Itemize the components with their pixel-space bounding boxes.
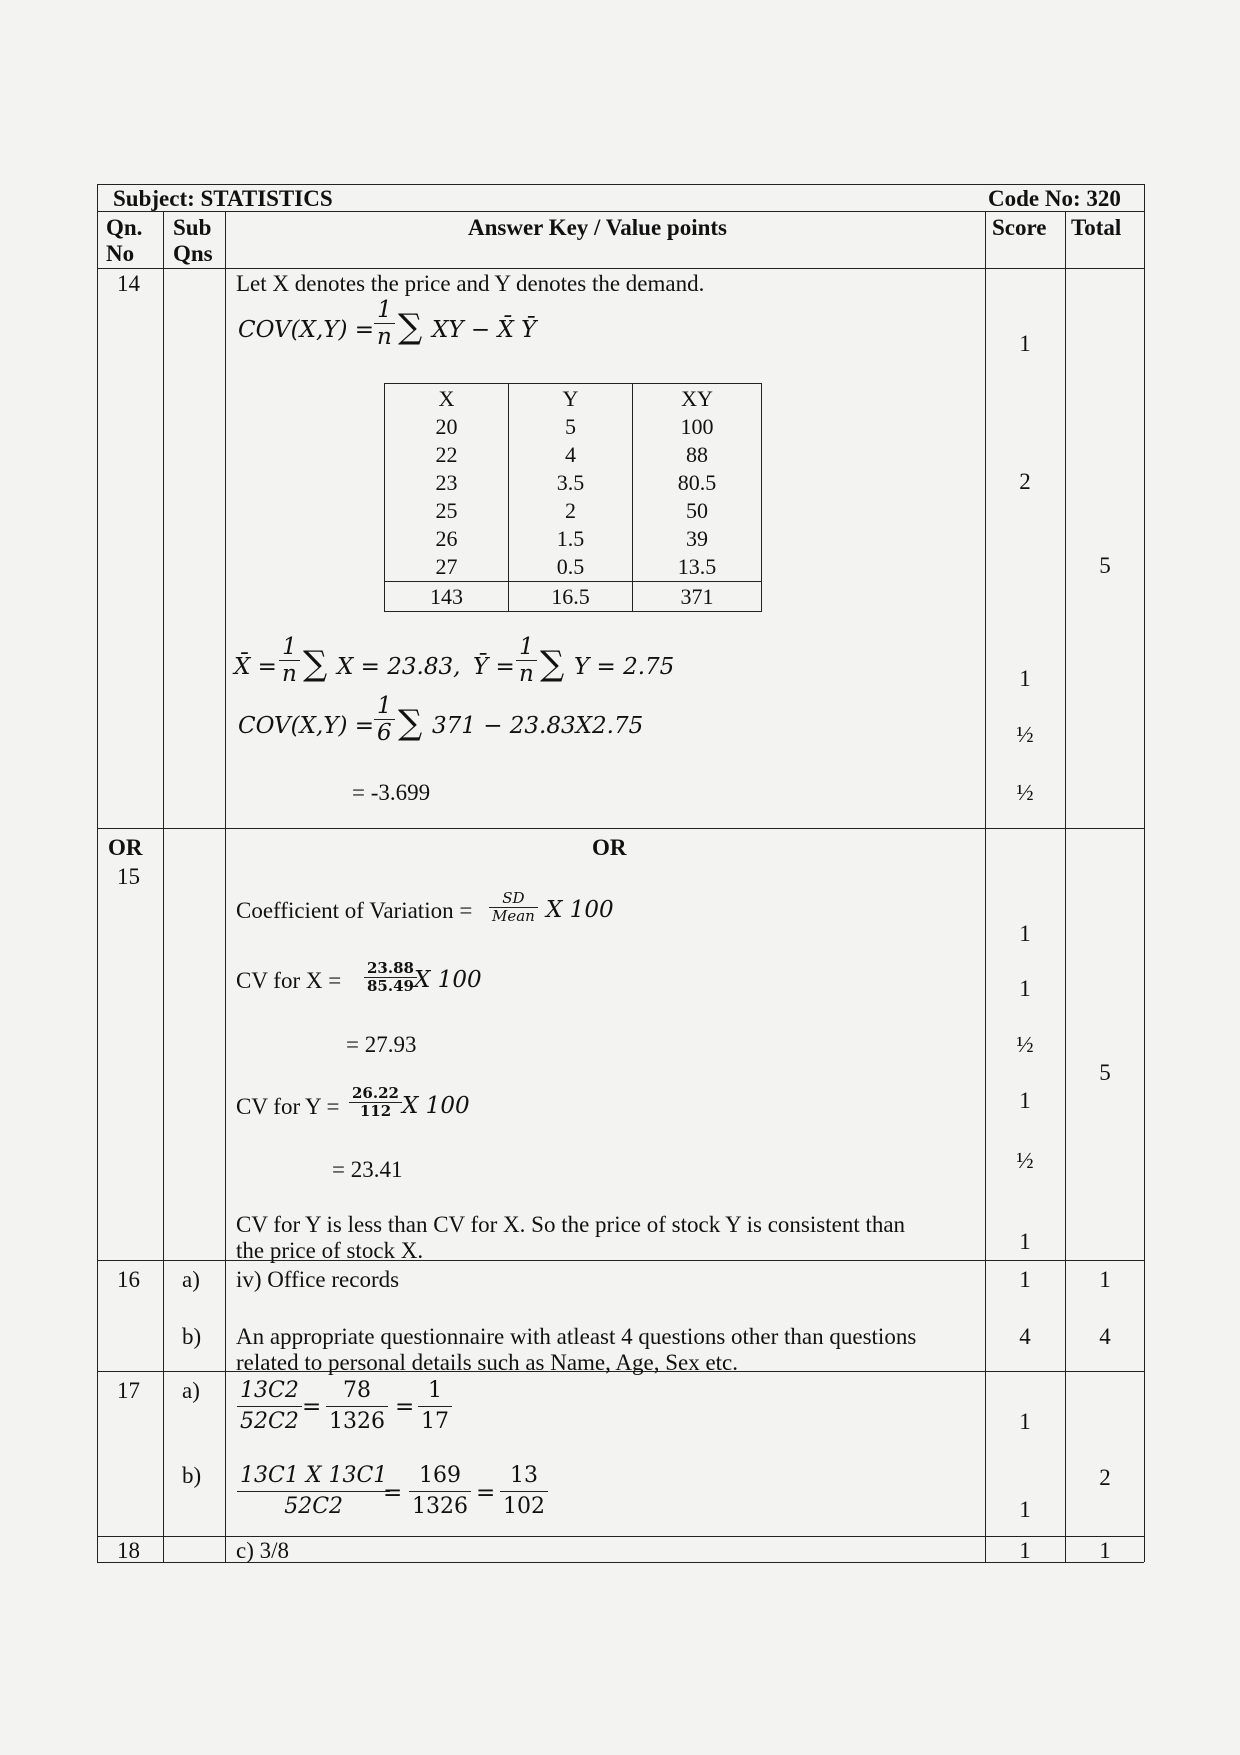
q14-mean-y-rhs: Y = 2.75 bbox=[574, 654, 675, 680]
q17b-frac1 bbox=[237, 1461, 390, 1522]
q14-th-x: X bbox=[385, 384, 509, 414]
q14-total: 5 bbox=[1099, 553, 1111, 578]
q17a-frac1-num: 13C2 bbox=[237, 1376, 302, 1407]
q15-cvy-tail: X 100 bbox=[402, 1093, 470, 1119]
q14-table-cell: 23 bbox=[385, 469, 509, 497]
q14-total-y: 16.5 bbox=[509, 582, 633, 612]
q14-mean-x-sum: ∑ bbox=[303, 644, 328, 684]
col-no: No bbox=[106, 241, 135, 266]
q15-conclusion-line2: the price of stock X. bbox=[236, 1238, 424, 1263]
q14-intro: Let X denotes the price and Y denotes the demand. bbox=[236, 271, 705, 296]
q14-mean-y-frac-den: n bbox=[519, 661, 534, 687]
q18-answer: c) 3/8 bbox=[236, 1538, 290, 1563]
q18-number: 18 bbox=[117, 1538, 140, 1563]
q14-table-cell: 80.5 bbox=[633, 469, 762, 497]
q14-table-cell: 4 bbox=[509, 441, 633, 469]
col-total: Total bbox=[1071, 215, 1122, 240]
q15-cvx-frac-den: 85.49 bbox=[367, 977, 414, 995]
q14-cov-calc-lhs: COV(X,Y) = bbox=[238, 713, 375, 739]
q14-table-cell: 3.5 bbox=[509, 469, 633, 497]
q14-mean-y-lhs: Ȳ = bbox=[473, 654, 515, 680]
q15-cvx-frac bbox=[364, 960, 417, 995]
q16-number: 16 bbox=[117, 1267, 140, 1292]
q17-score-b: 1 bbox=[1019, 1497, 1031, 1522]
q18-total: 1 bbox=[1099, 1538, 1111, 1563]
q14-cov-calc-frac-num: 1 bbox=[374, 693, 395, 720]
q17a-frac2-num: 78 bbox=[326, 1376, 388, 1407]
q17-total: 2 bbox=[1099, 1465, 1111, 1490]
q14-table-cell: 20 bbox=[385, 413, 509, 441]
rule-top bbox=[97, 184, 1144, 185]
col-qns: Qns bbox=[173, 241, 213, 266]
q14-table-cell: 2 bbox=[509, 497, 633, 525]
rule-q14-bottom bbox=[97, 828, 1144, 829]
q14-cov-result: = -3.699 bbox=[352, 780, 431, 805]
q17b-frac3-num: 13 bbox=[500, 1461, 548, 1492]
q17-sub-a: a) bbox=[182, 1378, 200, 1403]
q14-score-cov-result: ½ bbox=[1016, 780, 1034, 805]
q14-table-cell: 50 bbox=[633, 497, 762, 525]
q17b-frac3-den: 102 bbox=[503, 1494, 545, 1519]
q14-table-row bbox=[385, 413, 762, 441]
rule-answer bbox=[985, 211, 986, 1562]
col-score: Score bbox=[992, 215, 1047, 240]
q14-cov-calc-frac bbox=[374, 693, 395, 746]
code-number: Code No: 320 bbox=[988, 186, 1121, 211]
q14-table-cell: 100 bbox=[633, 413, 762, 441]
q15-or-left: OR bbox=[108, 835, 143, 860]
q14-score-formula: 1 bbox=[1019, 331, 1031, 356]
q17a-frac2 bbox=[326, 1376, 388, 1437]
q15-score-conclusion: 1 bbox=[1019, 1229, 1031, 1254]
q14-mean-y-frac-num: 1 bbox=[516, 634, 537, 661]
q14-cov-calc-sum: ∑ bbox=[398, 703, 423, 743]
q16-sub-b: b) bbox=[182, 1324, 202, 1349]
q17b-frac1-den: 52C2 bbox=[284, 1494, 344, 1519]
q16-answer-b-line2: related to personal details such as Name, Age, Sex etc. bbox=[236, 1350, 739, 1375]
q15-cv-label: Coefficient of Variation = bbox=[236, 898, 473, 923]
rule-left bbox=[97, 184, 98, 1562]
q14-table-header-row bbox=[385, 384, 762, 414]
q15-cv-frac-den: Mean bbox=[492, 907, 535, 925]
q17-number: 17 bbox=[117, 1378, 140, 1403]
rule-qn bbox=[163, 211, 164, 1562]
rule-sub bbox=[225, 211, 226, 1562]
q17a-frac1 bbox=[237, 1376, 302, 1437]
q14-table-cell: 27 bbox=[385, 553, 509, 582]
q14-table-row bbox=[385, 525, 762, 553]
q17-sub-b: b) bbox=[182, 1463, 202, 1488]
q14-table-cell: 5 bbox=[509, 413, 633, 441]
q15-cvx-label: CV for X = bbox=[236, 968, 342, 993]
q16-answer-b-line1: An appropriate questionnaire with atleast 4 questions other than questions bbox=[236, 1324, 917, 1349]
q14-cov-frac bbox=[374, 297, 395, 350]
q15-score-cvx: 1 bbox=[1019, 976, 1031, 1001]
q14-table-total-row bbox=[385, 582, 762, 612]
q14-table-row bbox=[385, 553, 762, 582]
rule-score bbox=[1065, 211, 1066, 1562]
q14-total-x: 143 bbox=[385, 582, 509, 612]
q15-cv-tail: X 100 bbox=[546, 897, 614, 923]
q14-table-cell: 25 bbox=[385, 497, 509, 525]
q14-table-cell: 26 bbox=[385, 525, 509, 553]
rule-header-bottom bbox=[97, 268, 1144, 269]
q15-cv-frac-num: SD bbox=[489, 890, 538, 908]
q17a-frac3-den: 17 bbox=[421, 1409, 449, 1434]
q16-total-b: 4 bbox=[1099, 1324, 1111, 1349]
q14-cov-calc-rhs: 371 − 23.83X2.75 bbox=[432, 713, 644, 739]
q14-score-means: 1 bbox=[1019, 666, 1031, 691]
q17a-frac3-num: 1 bbox=[418, 1376, 452, 1407]
q16-answer-a: iv) Office records bbox=[236, 1267, 400, 1292]
q14-cov-rhs: XY − X̄ Ȳ bbox=[432, 317, 537, 343]
q17a-frac2-den: 1326 bbox=[329, 1409, 385, 1434]
q16-total-a: 1 bbox=[1099, 1267, 1111, 1292]
q17b-frac2-den: 1326 bbox=[412, 1494, 468, 1519]
rule-right bbox=[1144, 184, 1145, 1562]
q15-cvy-result: = 23.41 bbox=[332, 1157, 403, 1182]
q17b-eq2: = bbox=[476, 1480, 496, 1506]
q14-cov-lhs: COV(X,Y) = bbox=[238, 317, 375, 343]
q16-score-b: 4 bbox=[1019, 1324, 1031, 1349]
col-answer: Answer Key / Value points bbox=[468, 215, 728, 240]
q14-mean-x-lhs: X̄ = bbox=[234, 654, 277, 680]
q14-mean-x-frac-den: n bbox=[282, 661, 297, 687]
q14-mean-y-frac bbox=[516, 634, 537, 687]
q17b-frac2-num: 169 bbox=[409, 1461, 471, 1492]
q15-score-cvy: 1 bbox=[1019, 1088, 1031, 1113]
q14-cov-frac-den: n bbox=[377, 324, 392, 350]
q17-score-a: 1 bbox=[1019, 1409, 1031, 1434]
q17b-frac2 bbox=[409, 1461, 471, 1522]
q14-table-row bbox=[385, 441, 762, 469]
q15-cvy-frac-num: 26.22 bbox=[349, 1085, 402, 1103]
q17a-frac1-den: 52C2 bbox=[240, 1409, 299, 1434]
q14-table-cell: 39 bbox=[633, 525, 762, 553]
q16-sub-a: a) bbox=[182, 1267, 200, 1292]
q14-th-xy: XY bbox=[633, 384, 762, 414]
q17a-frac3 bbox=[418, 1376, 452, 1437]
q14-table-cell: 13.5 bbox=[633, 553, 762, 582]
q15-score-cvx-result: ½ bbox=[1016, 1032, 1034, 1057]
q15-cvy-frac-den: 112 bbox=[359, 1102, 392, 1120]
q14-mean-x-rhs: X = 23.83, bbox=[337, 654, 461, 680]
q14-table-cell: 22 bbox=[385, 441, 509, 469]
q14-table-cell: 1.5 bbox=[509, 525, 633, 553]
q16-score-a: 1 bbox=[1019, 1267, 1031, 1292]
q14-mean-x-frac-num: 1 bbox=[279, 634, 300, 661]
q15-cvx-tail: X 100 bbox=[414, 967, 482, 993]
rule-q17-bottom bbox=[97, 1536, 1144, 1537]
q14-data-table bbox=[384, 383, 762, 612]
col-qn: Qn. bbox=[106, 215, 143, 240]
q17b-frac1-num: 13C1 X 13C1 bbox=[237, 1461, 390, 1492]
q14-sum-sign: ∑ bbox=[398, 307, 423, 347]
q14-mean-y-sum: ∑ bbox=[540, 644, 565, 684]
q15-conclusion-line1: CV for Y is less than CV for X. So the price of stock Y is consistent than bbox=[236, 1212, 906, 1237]
q17b-eq1: = bbox=[383, 1480, 403, 1506]
q17b-frac3 bbox=[500, 1461, 548, 1522]
q14-score-cov-calc: ½ bbox=[1016, 722, 1034, 747]
q15-cvy-label: CV for Y = bbox=[236, 1094, 340, 1119]
q17a-eq1: = bbox=[302, 1394, 322, 1420]
q14-total-xy: 371 bbox=[633, 582, 762, 612]
q15-cvx-result: = 27.93 bbox=[346, 1032, 417, 1057]
q14-cov-calc-frac-den: 6 bbox=[377, 720, 392, 746]
q15-or-center: OR bbox=[592, 835, 627, 860]
q14-score-table: 2 bbox=[1019, 469, 1031, 494]
q14-cov-frac-num: 1 bbox=[374, 297, 395, 324]
q14-table-row bbox=[385, 497, 762, 525]
q15-cvy-frac bbox=[349, 1085, 402, 1120]
q14-th-y: Y bbox=[509, 384, 633, 414]
q17a-eq2: = bbox=[395, 1394, 415, 1420]
q18-score: 1 bbox=[1019, 1538, 1031, 1563]
q14-mean-x-frac bbox=[279, 634, 300, 687]
q14-table-row bbox=[385, 469, 762, 497]
q15-score-cv: 1 bbox=[1019, 921, 1031, 946]
q14-table-cell: 0.5 bbox=[509, 553, 633, 582]
q15-cvx-frac-num: 23.88 bbox=[364, 960, 417, 978]
col-sub: Sub bbox=[173, 215, 212, 240]
q15-number: 15 bbox=[117, 864, 140, 889]
q15-score-cvy-result: ½ bbox=[1016, 1148, 1034, 1173]
q14-table-cell: 88 bbox=[633, 441, 762, 469]
q15-total: 5 bbox=[1099, 1060, 1111, 1085]
q15-cv-frac bbox=[489, 890, 538, 925]
q14-number: 14 bbox=[117, 271, 140, 296]
subject-title: Subject: STATISTICS bbox=[113, 186, 333, 211]
